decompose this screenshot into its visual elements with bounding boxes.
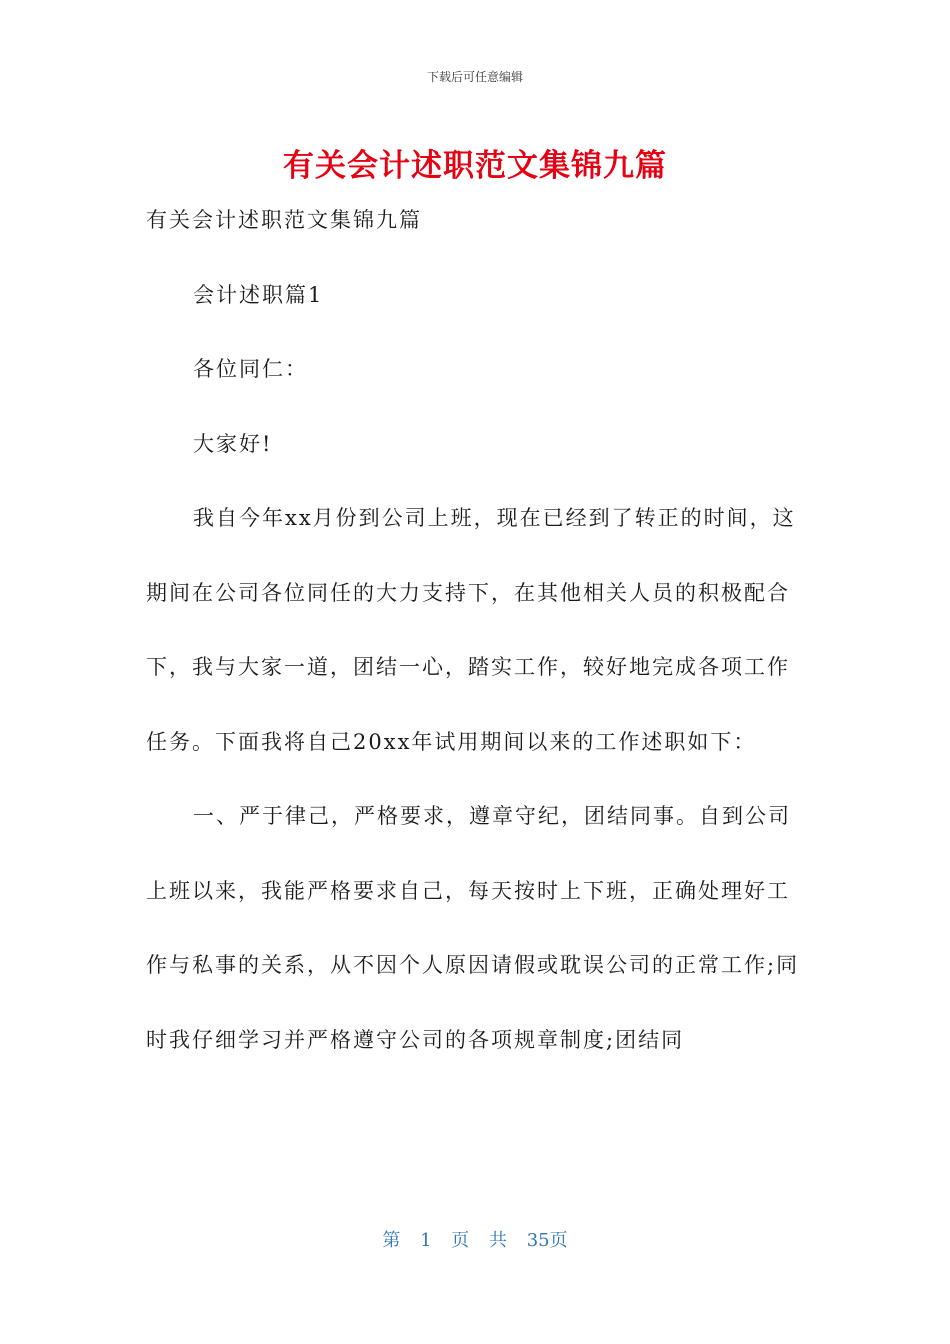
- paragraph-heading: 有关会计述职范文集锦九篇: [146, 208, 422, 232]
- footer-total-pages: 35页: [526, 1230, 568, 1251]
- paragraph-greeting: 大家好!: [193, 431, 273, 456]
- footer-page-label: 页: [451, 1230, 470, 1251]
- paragraph-point-one: 一、严于律己，严格要求，遵章守纪，团结同事。自到公司上班以来，我能严格要求自己，每天按时上下班，正确处理好工作与私事的关系，从不因个人原因请假或耽误公司的正常工作;同时我仔细学习并严格遵守公司的各项规章制度;团结同: [146, 804, 800, 1052]
- footer-prefix: 第: [382, 1230, 401, 1251]
- page-footer: [0, 1226, 950, 1252]
- footer-current-page: 1: [420, 1230, 432, 1251]
- paragraph-salutation: 各位同仁：: [193, 357, 308, 381]
- header-note: 下载后可任意编辑: [426, 70, 523, 84]
- document-body: [146, 183, 806, 1077]
- footer-total-label: 共: [489, 1230, 507, 1251]
- document-title: 有关会计述职范文集锦九篇: [283, 148, 667, 184]
- paragraph-intro: 我自今年xx月份到公司上班，现在已经到了转正的时间，这期间在公司各位同任的大力支持下，在其他相关人员的积极配合下，我与大家一道，团结一心，踏实工作，较好地完成各项工作任务。下面我将自己20xx年试用期间以来的工作述职如下：: [146, 506, 796, 754]
- paragraph-section-title: 会计述职篇1: [193, 282, 324, 307]
